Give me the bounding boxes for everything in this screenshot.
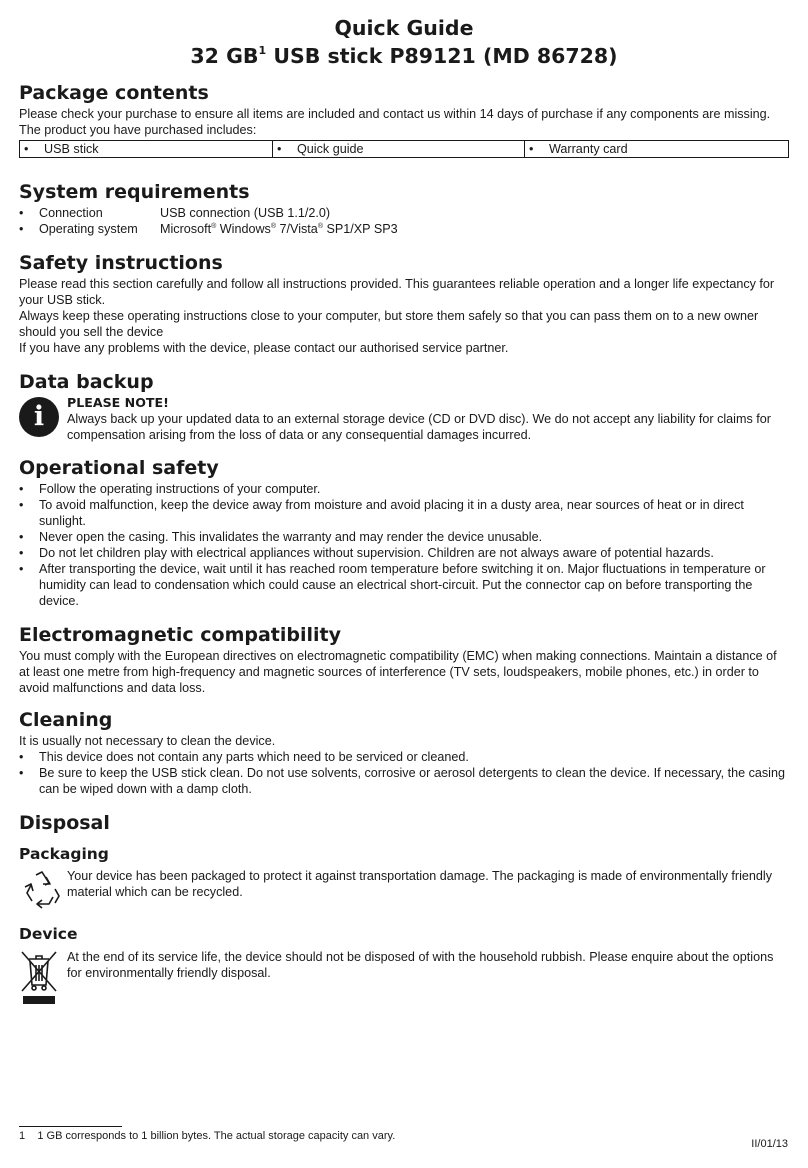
section-heading: Safety instructions (19, 252, 223, 274)
list-item: • Be sure to keep the USB stick clean. Do not use solvents, corrosive or aerosol detergents to clean the device. If necessary, the casing can be wiped down with a damp cloth. (19, 765, 789, 797)
section-heading: Package contents (19, 82, 209, 104)
section-data-backup (19, 370, 789, 443)
crossed-out-bin-icon (19, 949, 59, 1007)
section-heading: Operational safety (19, 457, 219, 479)
section-heading: Disposal (19, 812, 110, 834)
list-item: • Do not let children play with electrical appliances without supervision. Children are not always aware of potential hazards. (19, 545, 789, 561)
title-line-1: Quick Guide (334, 16, 474, 40)
note-title: PLEASE NOTE! (67, 395, 169, 410)
list-item: • This device does not contain any parts which need to be serviced or cleaned. (19, 749, 789, 765)
title-line-2 (19, 42, 789, 70)
list-item: • To avoid malfunction, keep the device away from moisture and avoid placing it in a dusty area, near sources of heat or in direct sunlight. (19, 497, 789, 529)
cleaning-list (19, 749, 789, 797)
page-title (19, 14, 789, 70)
recycling-icon (19, 869, 63, 909)
list-item: • Never open the casing. This invalidates the warranty and may render the device unusable. (19, 529, 789, 545)
packaging-text: Your device has been packaged to protect it against transportation damage. The packaging is made of environmentally friendly material which can be recycled. (67, 869, 772, 899)
package-item: • Quick guide (273, 141, 525, 158)
section-text: You must comply with the European directives on electromagnetic compatibility (EMC) when making connections. Maintain a distance of at least one metre from high-frequency and magnetic sources of interference (TV sets, loudspeakers, mobile phones, etc.) in order to avoid malfunctions and data loss. (19, 649, 777, 695)
subsection-device (19, 924, 789, 981)
section-text: Please check your purchase to ensure all items are included and contact us within 14 days of purchase if any components are missing. The product you have purchased includes: (19, 107, 771, 137)
section-heading: Data backup (19, 371, 154, 393)
section-system-requirements (19, 180, 789, 237)
subsection-packaging (19, 844, 789, 900)
paragraph: If you have any problems with the device, please contact our authorised service partner. (19, 341, 509, 355)
section-heading: System requirements (19, 181, 250, 203)
title-capacity: 32 GB (190, 44, 259, 68)
footnote-divider (19, 1126, 122, 1127)
section-electromagnetic-compatibility (19, 623, 789, 696)
footnote-number: 1 (19, 1130, 26, 1142)
subsection-heading: Packaging (19, 845, 109, 863)
footnote-text: 1 GB corresponds to 1 billion bytes. The actual storage capacity can vary. (37, 1130, 396, 1142)
list-item: • Connection USB connection (USB 1.1/2.0) (19, 205, 789, 221)
requirements-list (19, 205, 789, 237)
section-heading: Electromagnetic compatibility (19, 624, 341, 646)
package-item: • Warranty card (525, 141, 789, 158)
section-cleaning (19, 708, 789, 797)
package-contents-table (19, 140, 789, 158)
list-item: • Follow the operating instructions of your computer. (19, 481, 789, 497)
footnote (19, 1129, 395, 1143)
section-operational-safety (19, 456, 789, 609)
section-disposal (19, 811, 789, 836)
section-heading: Cleaning (19, 709, 113, 731)
paragraph: Always keep these operating instructions close to your computer, but store them safely so that you can pass them on to a new owner should you sell the device (19, 309, 759, 339)
document-id: II/01/13 (751, 1138, 788, 1150)
note-text: Always back up your updated data to an external storage device (CD or DVD disc). We do not accept any liability for claims for compensation arising from the loss of data or any consequential damages incurred. (67, 412, 771, 442)
footnote-ref: 1 (258, 44, 267, 57)
info-icon: i (19, 397, 59, 437)
section-package-contents (19, 81, 789, 158)
section-safety-instructions (19, 251, 789, 356)
list-item: • Operating system Microsoft® Windows® 7/Vista® SP1/XP SP3 (19, 221, 789, 237)
paragraph: Please read this section carefully and follow all instructions provided. This guarantees reliable operation and a longer life expectancy for your USB stick. (19, 277, 775, 307)
device-text: At the end of its service life, the device should not be disposed of with the household rubbish. Please enquire about the options for environmentally friendly disposal. (67, 950, 774, 980)
operational-safety-list (19, 481, 789, 609)
title-product: USB stick P89121 (MD 86728) (266, 44, 618, 68)
subsection-heading: Device (19, 925, 78, 943)
section-text: It is usually not necessary to clean the device. (19, 734, 276, 748)
list-item: • After transporting the device, wait until it has reached room temperature before switching it on. Major fluctuations in temperature or humidity can lead to condensation which could cause an electrical short-circuit. Put the connector cap on before transporting the device. (19, 561, 789, 609)
package-item: • USB stick (20, 141, 273, 158)
